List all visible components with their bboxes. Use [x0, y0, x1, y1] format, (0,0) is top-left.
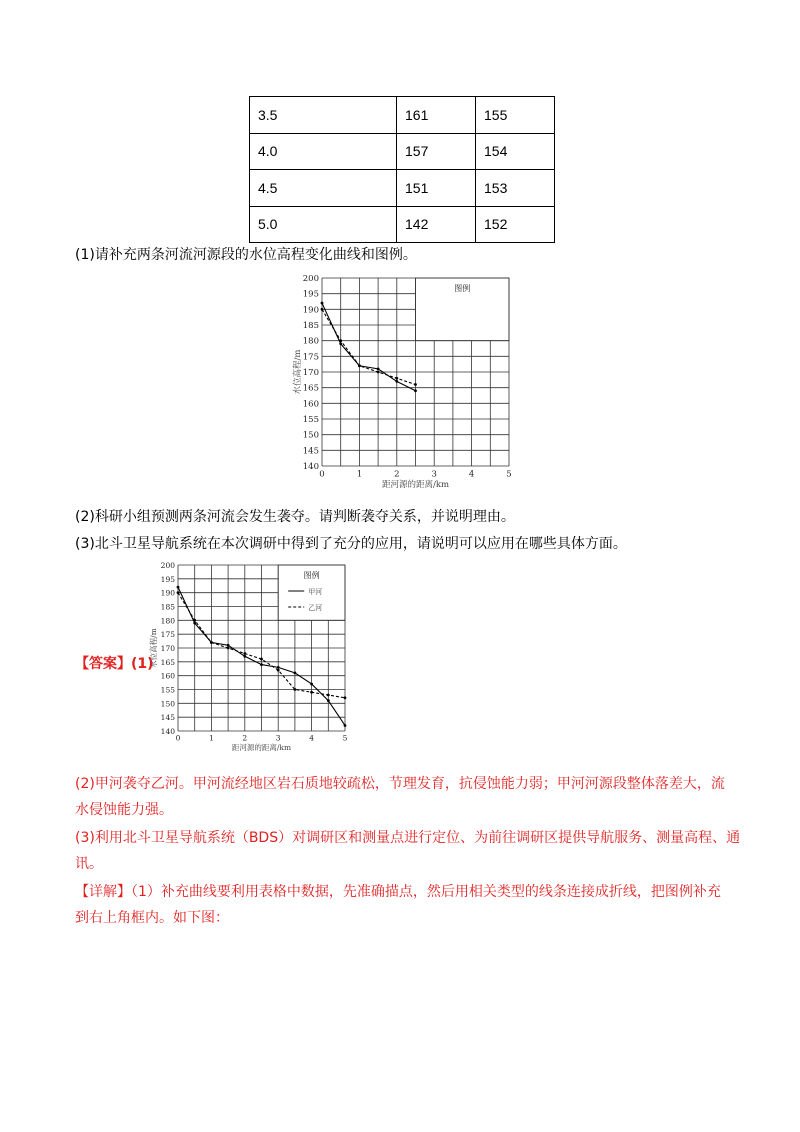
y-tick-label: 155: [160, 685, 175, 695]
x-tick-label: 2: [242, 733, 248, 743]
legend-title: 图例: [303, 571, 320, 580]
series-line: [322, 309, 416, 384]
data-point: [344, 696, 347, 699]
data-point: [177, 586, 180, 589]
y-tick-label: 145: [160, 713, 175, 723]
data-point: [193, 619, 196, 622]
data-point: [339, 342, 342, 345]
question-3: (3)北斗卫星导航系统在本次调研中得到了充分的应用，请说明可以应用在哪些具体方面。: [75, 536, 627, 552]
x-axis-label: 距河源的距离/km: [231, 743, 292, 752]
data-table: [249, 96, 555, 243]
data-point: [227, 647, 230, 650]
x-tick-label: 1: [209, 733, 214, 743]
legend-label: 甲河: [308, 588, 323, 596]
detail-text-1: （1）补充曲线要利用表格中数据，先准确描点，然后用相关类型的线条连接成折线，把图例补充: [131, 884, 721, 900]
data-point: [243, 655, 246, 658]
data-point: [344, 724, 347, 727]
x-tick-label: 3: [275, 733, 281, 743]
data-point: [177, 591, 180, 594]
table-cell: 155: [476, 97, 555, 134]
table-row: [250, 133, 555, 170]
x-tick-label: 3: [431, 469, 437, 480]
y-tick-label: 165: [302, 383, 319, 394]
y-tick-label: 155: [302, 415, 319, 425]
data-point: [310, 691, 313, 694]
table-cell: 5.0: [250, 206, 397, 243]
data-point: [321, 308, 324, 311]
data-point: [227, 644, 230, 647]
x-tick-label: 0: [319, 469, 325, 480]
answer-3-line-1: (3)利用北斗卫星导航系统（BDS）对调研区和测量点进行定位、为前往调研区提供导航服务、测量高程、通: [75, 830, 741, 846]
data-point: [414, 389, 417, 392]
detail-line-2: 到右上角框内。如下图：: [75, 910, 229, 926]
y-tick-label: 200: [302, 274, 319, 284]
table-cell: 151: [397, 170, 476, 207]
x-tick-label: 4: [468, 469, 475, 480]
data-point: [193, 622, 196, 625]
table-cell: 4.5: [250, 170, 397, 207]
x-tick-label: 5: [342, 733, 348, 743]
chart-1: [280, 270, 520, 500]
data-point: [243, 652, 246, 655]
y-axis-label: 水位高程/m: [149, 628, 158, 668]
table-cell: 161: [397, 97, 476, 134]
y-tick-label: 190: [302, 305, 319, 316]
y-tick-label: 165: [160, 657, 175, 667]
data-point: [377, 367, 380, 370]
answer-2-line-1: (2)甲河袭夺乙河。甲河流经地区岩石质地较疏松，节理发育，抗侵蚀能力弱；甲河河源段整体落差大，流: [75, 776, 725, 792]
data-point: [294, 688, 297, 691]
table-cell: 3.5: [250, 97, 397, 134]
data-point: [260, 658, 263, 661]
y-tick-label: 160: [302, 399, 319, 410]
y-tick-label: 140: [160, 727, 175, 736]
y-tick-label: 185: [302, 321, 319, 331]
table-row: [250, 206, 555, 243]
y-tick-label: 185: [160, 602, 175, 612]
table-cell: 142: [397, 206, 476, 243]
y-tick-label: 170: [302, 368, 319, 378]
y-tick-label: 180: [302, 336, 319, 347]
x-tick-label: 1: [356, 469, 363, 480]
y-tick-label: 190: [160, 588, 175, 598]
data-point: [294, 672, 297, 675]
answer-2-line-2: 水侵蚀能力强。: [75, 802, 173, 818]
x-tick-label: 2: [394, 469, 400, 480]
data-point: [395, 380, 398, 383]
table-row: [250, 97, 555, 134]
legend-title: 图例: [454, 284, 471, 293]
data-point: [395, 377, 398, 380]
data-point: [358, 364, 361, 367]
data-point: [310, 683, 313, 686]
y-tick-label: 200: [160, 561, 175, 570]
data-point: [277, 666, 280, 669]
y-tick-label: 160: [160, 671, 175, 681]
detail-line-1: [75, 880, 721, 904]
data-point: [414, 383, 417, 386]
y-tick-label: 170: [160, 644, 175, 653]
y-axis-label: 水位高程/m: [293, 349, 303, 395]
y-tick-label: 195: [302, 289, 319, 300]
x-axis-label: 距河源的距离/km: [381, 480, 450, 490]
y-tick-label: 150: [160, 699, 175, 709]
data-point: [277, 669, 280, 672]
series-line: [322, 303, 416, 391]
data-point: [260, 663, 263, 666]
question-1: (1)请补充两条河流河源段的水位高程变化曲线和图例。: [75, 247, 417, 263]
table-cell: 157: [397, 133, 476, 170]
y-tick-label: 145: [302, 446, 319, 457]
data-point: [327, 694, 330, 697]
data-point: [327, 699, 330, 702]
y-tick-label: 180: [160, 616, 175, 626]
y-tick-label: 150: [302, 430, 319, 441]
legend-label: 乙河: [308, 604, 323, 612]
x-tick-label: 0: [175, 733, 181, 743]
y-tick-label: 175: [302, 352, 319, 363]
table-cell: 4.0: [250, 133, 397, 170]
table-row: [250, 170, 555, 207]
answer-3-line-2: 讯。: [75, 856, 103, 872]
data-point: [210, 641, 213, 644]
answer-label-text: 【答案】: [75, 656, 131, 672]
table-cell: 153: [476, 170, 555, 207]
data-point: [321, 302, 324, 305]
table-cell: 152: [476, 206, 555, 243]
data-point: [339, 339, 342, 342]
table-cell: 154: [476, 133, 555, 170]
data-point: [377, 371, 380, 374]
answer-part1-number: (1): [131, 656, 154, 672]
chart-2: [140, 558, 360, 760]
x-tick-label: 5: [506, 469, 512, 480]
y-tick-label: 175: [160, 630, 175, 640]
y-tick-label: 195: [160, 574, 175, 584]
y-tick-label: 140: [302, 462, 319, 472]
detail-label: 【详解】: [75, 884, 131, 900]
x-tick-label: 4: [309, 733, 314, 743]
question-2: (2)科研小组预测两条河流会发生袭夺。请判断袭夺关系，并说明理由。: [75, 509, 515, 525]
